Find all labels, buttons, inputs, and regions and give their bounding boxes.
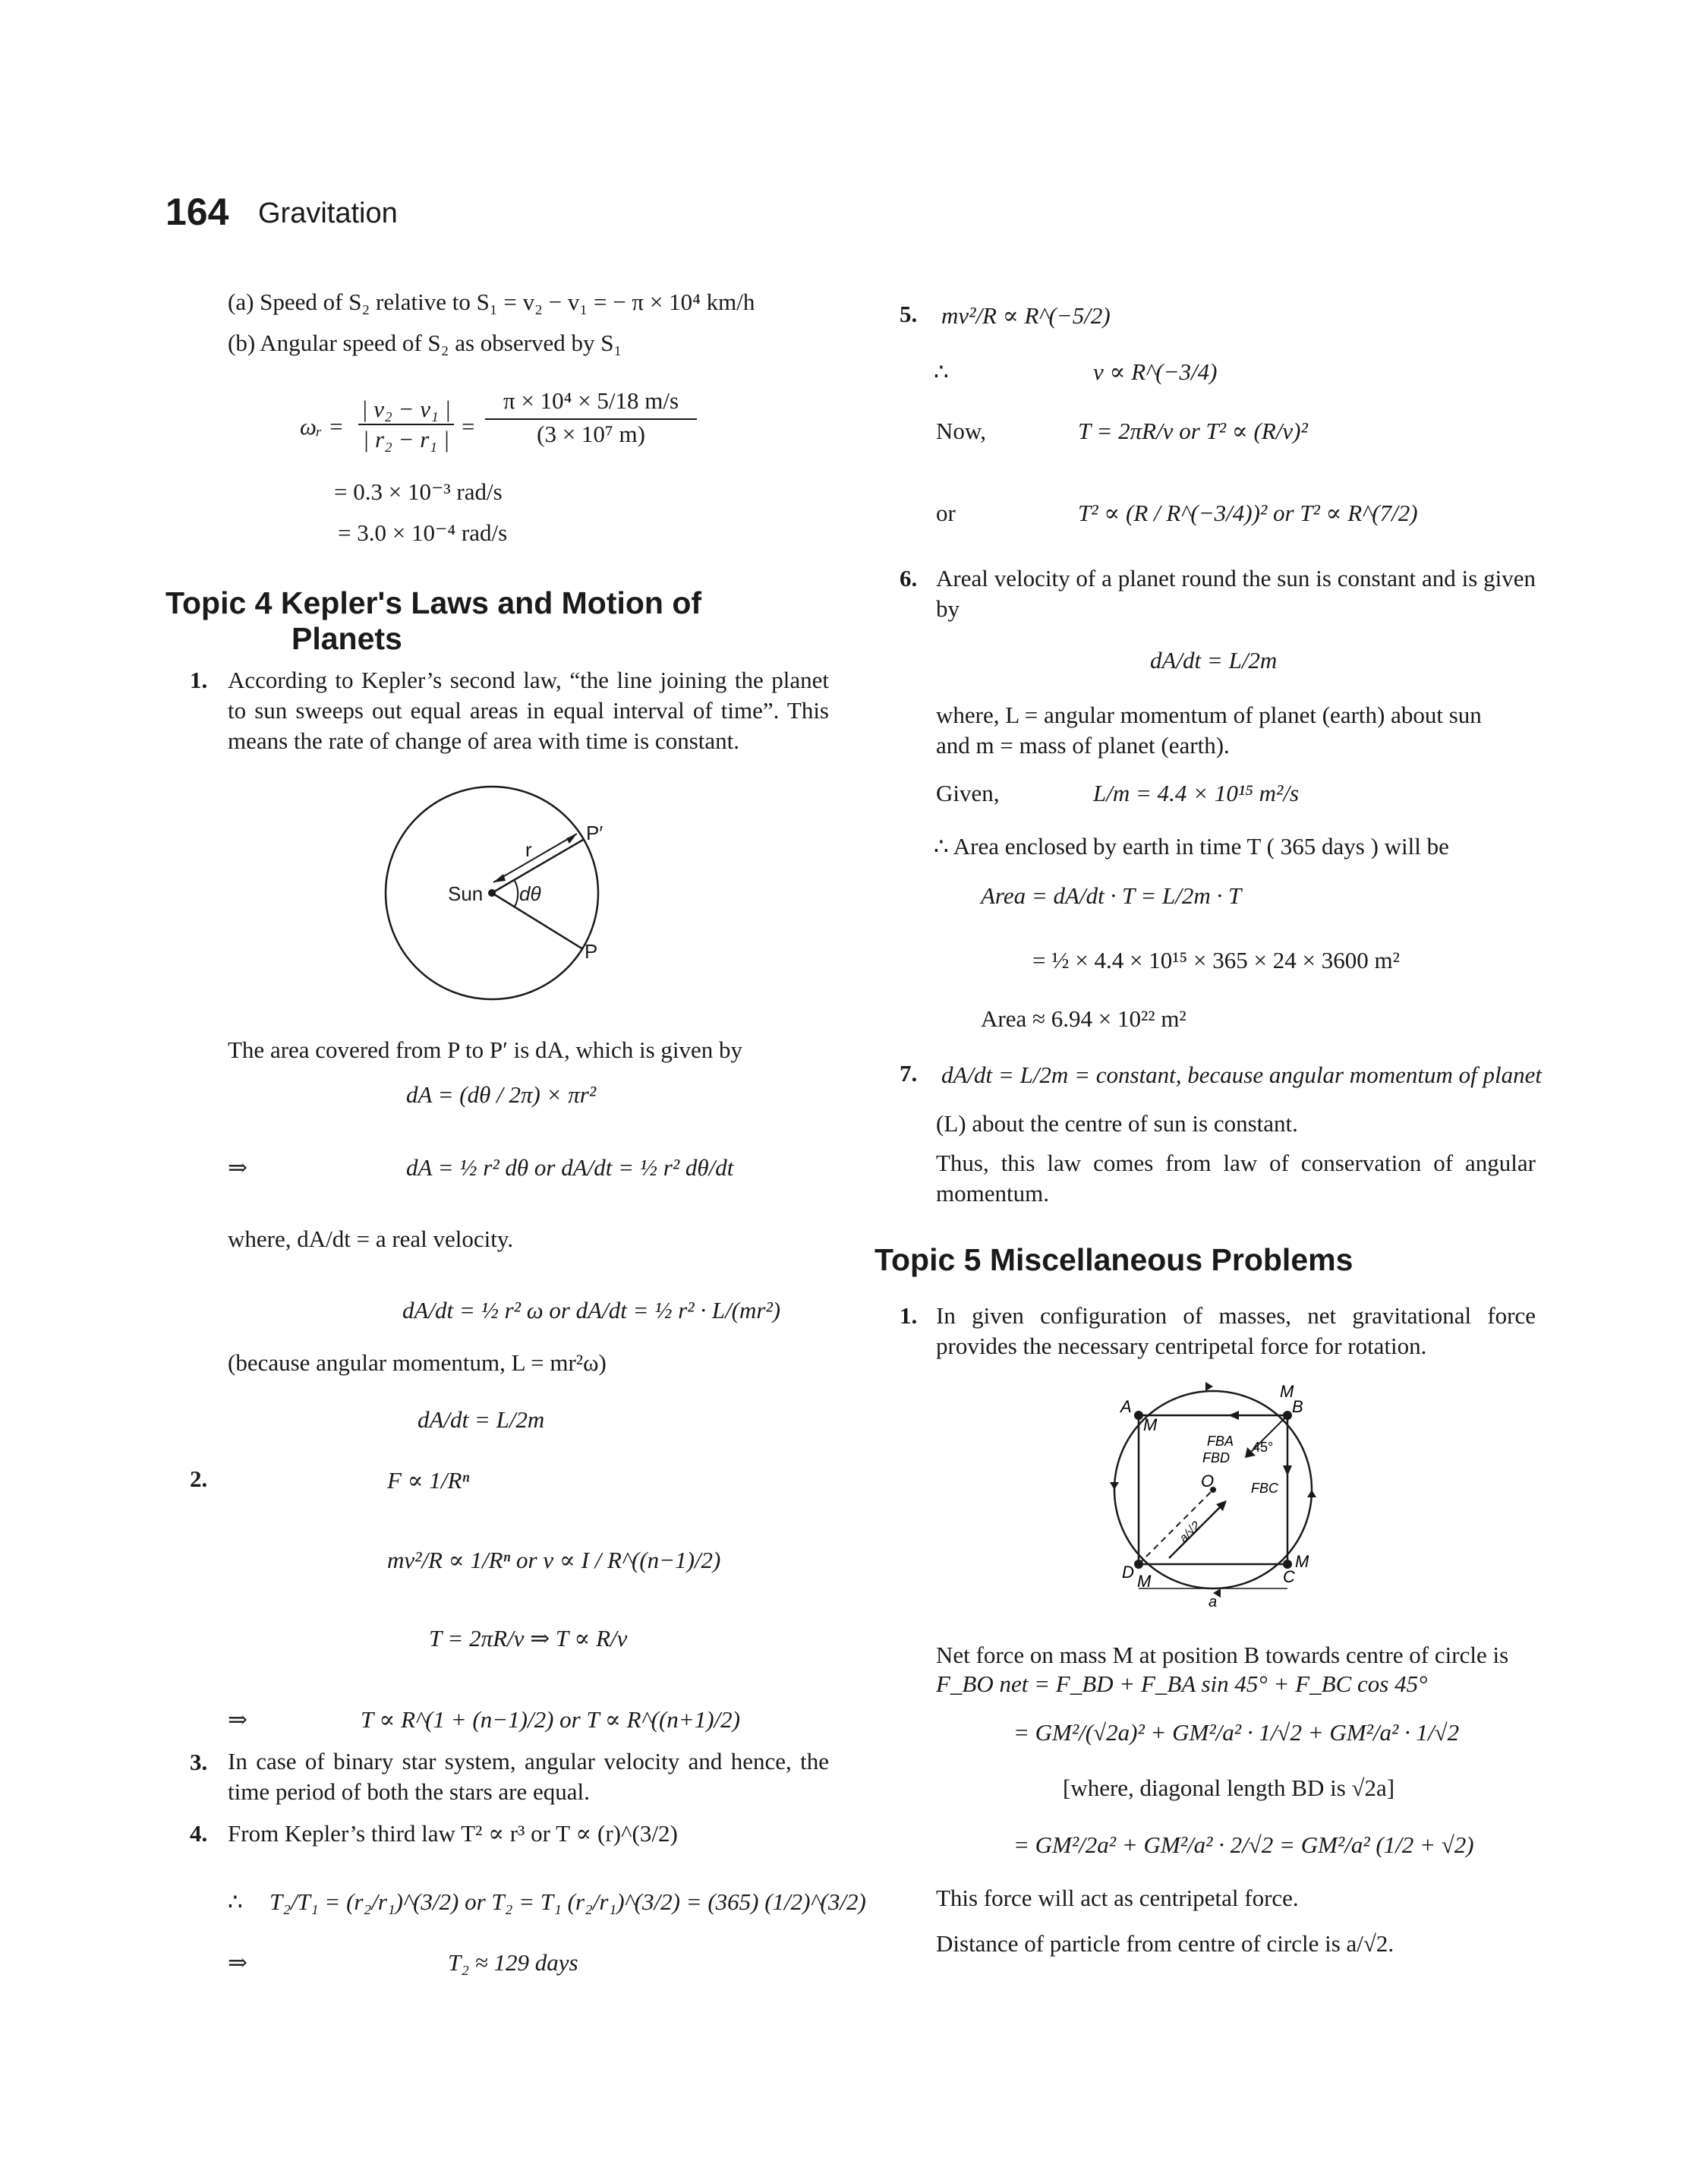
mass-B bbox=[1283, 1411, 1292, 1420]
diagonal-dashed bbox=[1139, 1490, 1213, 1564]
omega-eq-sign: = bbox=[462, 413, 475, 440]
q7-text3: Thus, this law comes from law of conservation of angular momentum. bbox=[936, 1150, 1536, 1207]
omega-frac-den: | r₂ − r₁ | bbox=[362, 426, 450, 453]
q4-number: 4. bbox=[190, 1820, 208, 1847]
topic4-heading-line2: Planets bbox=[291, 621, 402, 656]
kepler-area-diagram bbox=[380, 782, 615, 1017]
q2-eq3: T = 2πR/v ⇒ T ∝ R/v bbox=[429, 1625, 628, 1651]
label-45deg: 45° bbox=[1253, 1440, 1274, 1455]
label-A: A bbox=[1120, 1397, 1132, 1416]
eq-dA-2: dA = ½ r² dθ or dA/dt = ½ r² dθ/dt bbox=[406, 1154, 734, 1181]
q5-now: Now, bbox=[936, 418, 987, 444]
q2-number: 2. bbox=[190, 1465, 208, 1492]
fba-arrowhead bbox=[1228, 1411, 1239, 1420]
q6-area-eq3: Area ≈ 6.94 × 10²² m² bbox=[981, 1005, 1186, 1032]
centripetal-text: This force will act as centripetal force. bbox=[936, 1885, 1299, 1911]
q6-where2: and m = mass of planet (earth). bbox=[936, 732, 1230, 759]
label-C: C bbox=[1283, 1567, 1295, 1586]
sun-label: Sun bbox=[448, 882, 484, 905]
q2-eq4: T ∝ R^(1 + (n−1)/2) or T ∝ R^((n+1)/2) bbox=[361, 1706, 740, 1733]
topic4-heading-line1: Topic 4 Kepler's Laws and Motion of bbox=[165, 585, 702, 620]
eq-dA-3: dA/dt = ½ r² ω or dA/dt = ½ r² · L/(mr²) bbox=[402, 1297, 781, 1323]
mass-D bbox=[1134, 1560, 1143, 1569]
p-label: P bbox=[585, 940, 598, 963]
q1-number: 1. bbox=[190, 667, 208, 693]
square-masses-diagram bbox=[1101, 1382, 1328, 1617]
pprime-label: P′ bbox=[586, 822, 603, 844]
distance-text: Distance of particle from centre of circle is a/√2. bbox=[936, 1930, 1394, 1957]
q4-text: From Kepler’s third law T² ∝ r³ or T ∝ (r)^(3/2) bbox=[228, 1820, 678, 1847]
q6-area-eq1: Area = dA/dt · T = L/2m · T bbox=[981, 882, 1242, 909]
rotation-arrow-right bbox=[1307, 1490, 1316, 1497]
omega-big-frac bbox=[482, 383, 700, 449]
q5-therefore: ∴ bbox=[934, 358, 949, 385]
m1-number: 1. bbox=[900, 1302, 918, 1329]
q7-text2: (L) about the centre of sun is constant. bbox=[936, 1110, 1298, 1137]
label-a: a bbox=[1209, 1594, 1218, 1610]
q6-area-eq2: = ½ × 4.4 × 10¹⁵ × 365 × 24 × 3600 m² bbox=[1032, 947, 1400, 973]
because-text: (because angular momentum, L = mr²ω) bbox=[228, 1349, 607, 1376]
rotation-arrow-top bbox=[1205, 1382, 1213, 1391]
part-a-text: (a) Speed of S₂ relative to S₁ = v₂ − v₁ = − π × 10⁴ km/h bbox=[228, 289, 755, 315]
omega-lhs: ωᵣ = bbox=[300, 413, 345, 440]
part-b-text: (b) Angular speed of S₂ as observed by S₁ bbox=[228, 330, 622, 356]
label-FBD: FBD bbox=[1202, 1450, 1230, 1465]
omega-frac-num: | v₂ − v₁ | bbox=[358, 395, 454, 425]
q4-implies: ⇒ bbox=[228, 1949, 247, 1976]
omega-result-2: = 3.0 × 10⁻⁴ rad/s bbox=[338, 519, 508, 546]
topic5-heading: Topic 5 Miscellaneous Problems bbox=[874, 1242, 1353, 1277]
label-a-over-root2: a/√2 bbox=[1177, 1519, 1203, 1545]
label-FBA: FBA bbox=[1207, 1434, 1234, 1449]
fbc-arrowhead bbox=[1283, 1465, 1292, 1476]
label-M-top: M bbox=[1280, 1382, 1294, 1401]
q7-number: 7. bbox=[900, 1060, 918, 1087]
omega-big-den: (3 × 10⁷ m) bbox=[537, 421, 645, 447]
q6-eq1: dA/dt = L/2m bbox=[1150, 647, 1278, 674]
where-text: where, dA/dt = a real velocity. bbox=[228, 1226, 514, 1252]
q2-eq2: mv²/R ∝ 1/Rⁿ or v ∝ I / R^((n−1)/2) bbox=[387, 1547, 721, 1573]
q5-eq2: v ∝ R^(−3/4) bbox=[1093, 358, 1218, 385]
label-O: O bbox=[1201, 1472, 1215, 1491]
omega-result-1: = 0.3 × 10⁻³ rad/s bbox=[334, 478, 503, 505]
m1-text: In given configuration of masses, net gravitational force provides the necessary centripetal force for rotation. bbox=[936, 1302, 1536, 1359]
q6-text: Areal velocity of a planet round the sun is constant and is given by bbox=[936, 565, 1536, 622]
chapter-title: Gravitation bbox=[258, 197, 398, 229]
label-FBC: FBC bbox=[1251, 1481, 1278, 1496]
page-number: 164 bbox=[165, 191, 229, 233]
net-eq2: = GM²/(√2a)² + GM²/a² · 1/√2 + GM²/a² · 1/√2 bbox=[1013, 1719, 1460, 1746]
eq-dA-4: dA/dt = L/2m bbox=[418, 1406, 545, 1433]
rotation-arrow-left bbox=[1110, 1482, 1119, 1490]
omega-big-num: π × 10⁴ × 5/18 m/s bbox=[485, 383, 697, 420]
eq2-implies: ⇒ bbox=[228, 1154, 247, 1181]
q5-number: 5. bbox=[900, 301, 918, 327]
q6-area-text: ∴ Area enclosed by earth in time T ( 365 days ) will be bbox=[934, 833, 1449, 860]
q4-eq1: T₂/T₁ = (r₂/r₁)^(3/2) or T₂ = T₁ (r₂/r₁)^(3/2) = (365) (1/2)^(3/2) bbox=[269, 1888, 866, 1915]
label-B: B bbox=[1292, 1397, 1303, 1416]
q5-eq3: T = 2πR/v or T² ∝ (R/v)² bbox=[1078, 418, 1308, 444]
r-arrow-left bbox=[493, 874, 506, 882]
q2-implies: ⇒ bbox=[228, 1706, 247, 1733]
r-label: r bbox=[525, 838, 532, 861]
q5-eq4: T² ∝ (R / R^(−3/4))² or T² ∝ R^(7/2) bbox=[1078, 500, 1418, 526]
q1-text: According to Kepler’s second law, “the line joining the planet to sun sweeps out equal areas in equal interval of time”. This means the rate of change of area with time is constant. bbox=[228, 667, 829, 754]
net-eq3: = GM²/2a² + GM²/a² · 2/√2 = GM²/a² (1/2 + √2) bbox=[1013, 1831, 1474, 1858]
r-arrow-right bbox=[566, 834, 577, 844]
eq-dA-1: dA = (dθ / 2π) × πr² bbox=[406, 1081, 597, 1108]
r-dimension-line bbox=[493, 834, 577, 882]
dtheta-label: dθ bbox=[519, 882, 541, 905]
q6-where1: where, L = angular momentum of planet (earth) about sun bbox=[936, 702, 1482, 728]
q4-eq2: T₂ ≈ 129 days bbox=[448, 1949, 578, 1976]
net-where: [where, diagonal length BD is √2a] bbox=[1063, 1774, 1395, 1801]
q6-given: Given, bbox=[936, 780, 1000, 806]
net-eq1: F_BO net = F_BD + F_BA sin 45° + F_BC cos 45° bbox=[936, 1670, 1428, 1697]
label-M-D: M bbox=[1137, 1572, 1152, 1591]
net-force-text: Net force on mass M at position B towards centre of circle is bbox=[936, 1642, 1509, 1668]
q5-or: or bbox=[936, 500, 956, 526]
omega-frac bbox=[355, 395, 457, 454]
label-M-A: M bbox=[1143, 1415, 1158, 1434]
dtheta-arc bbox=[515, 881, 518, 907]
label-D: D bbox=[1122, 1563, 1134, 1582]
q6-given-eq: L/m = 4.4 × 10¹⁵ m²/s bbox=[1093, 780, 1300, 806]
area-text: The area covered from P to P′ is dA, which is given by bbox=[228, 1036, 743, 1063]
label-M-right: M bbox=[1295, 1552, 1309, 1571]
q2-eq1: F ∝ 1/Rⁿ bbox=[387, 1467, 470, 1494]
sun-dot bbox=[488, 889, 496, 897]
q3-number: 3. bbox=[190, 1749, 208, 1775]
q4-therefore: ∴ bbox=[228, 1888, 243, 1915]
q3-text: In case of binary star system, angular velocity and hence, the time period of both the stars are equal. bbox=[228, 1748, 829, 1805]
mass-A bbox=[1134, 1411, 1143, 1420]
q7-text1: dA/dt = L/2m = constant, because angular momentum of planet bbox=[941, 1062, 1542, 1088]
q6-number: 6. bbox=[900, 565, 918, 591]
q5-eq1: mv²/R ∝ R^(−5/2) bbox=[941, 302, 1111, 329]
